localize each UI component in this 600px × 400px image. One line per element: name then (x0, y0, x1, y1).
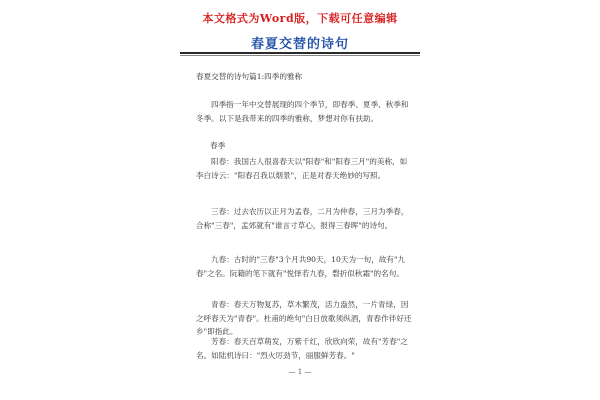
section-label-spring: 春季 (210, 141, 226, 150)
intro-paragraph: 四季指一年中交替展现的四个季节，即春季、夏季、秋季和冬季。以下是我带来的四季的雅称，梦想对你有扶助。 (196, 100, 409, 123)
title-divider-dark (180, 52, 420, 54)
paragraph-fangchun: 芳春：春天百草萌发，万紫千红，欣欣向荣，故有"芳春"之名。如陆机诗曰："烈火厉劲节，丽服鲜芳春。" (196, 337, 408, 360)
subheading: 春夏交替的诗句篇1:四季的雅称 (196, 72, 303, 81)
paragraph-sanchun: 三春：过去农历以正月为孟春，二月为仲春，三月为季春，合称"三春"，孟郊就有"谁言寸草心，报得三春晖"的诗句。 (196, 207, 409, 230)
page-title: 春夏交替的诗句 (250, 37, 349, 52)
format-banner: 本文格式为Word版，下载可任意编辑 (202, 12, 398, 25)
page-number: — 1 — (288, 368, 312, 376)
paragraph-qingchun: 青春：春天万物复苏，草木繁茂，活力盎然，一片青绿，因之呼春天为"青春"。杜甫的绝句"白日放歌须纵酒，青春作伴好还乡"即指此。 (196, 300, 412, 336)
paragraph-yangchun: 阳春：我国古人很喜春天以"阳春"和"阳春三月"的美称，如李白诗云："阳春召我以烟景"，正是对春天绝妙的写照。 (196, 157, 408, 180)
title-divider-light (180, 55, 420, 56)
paragraph-jiuchun: 九春：古时的"三春"3个月共90天，10天为一旬，故有"九春"之名。阮籍的笔下就有"悦怿若九春，磬折似秋霜"的名句。 (196, 255, 406, 278)
